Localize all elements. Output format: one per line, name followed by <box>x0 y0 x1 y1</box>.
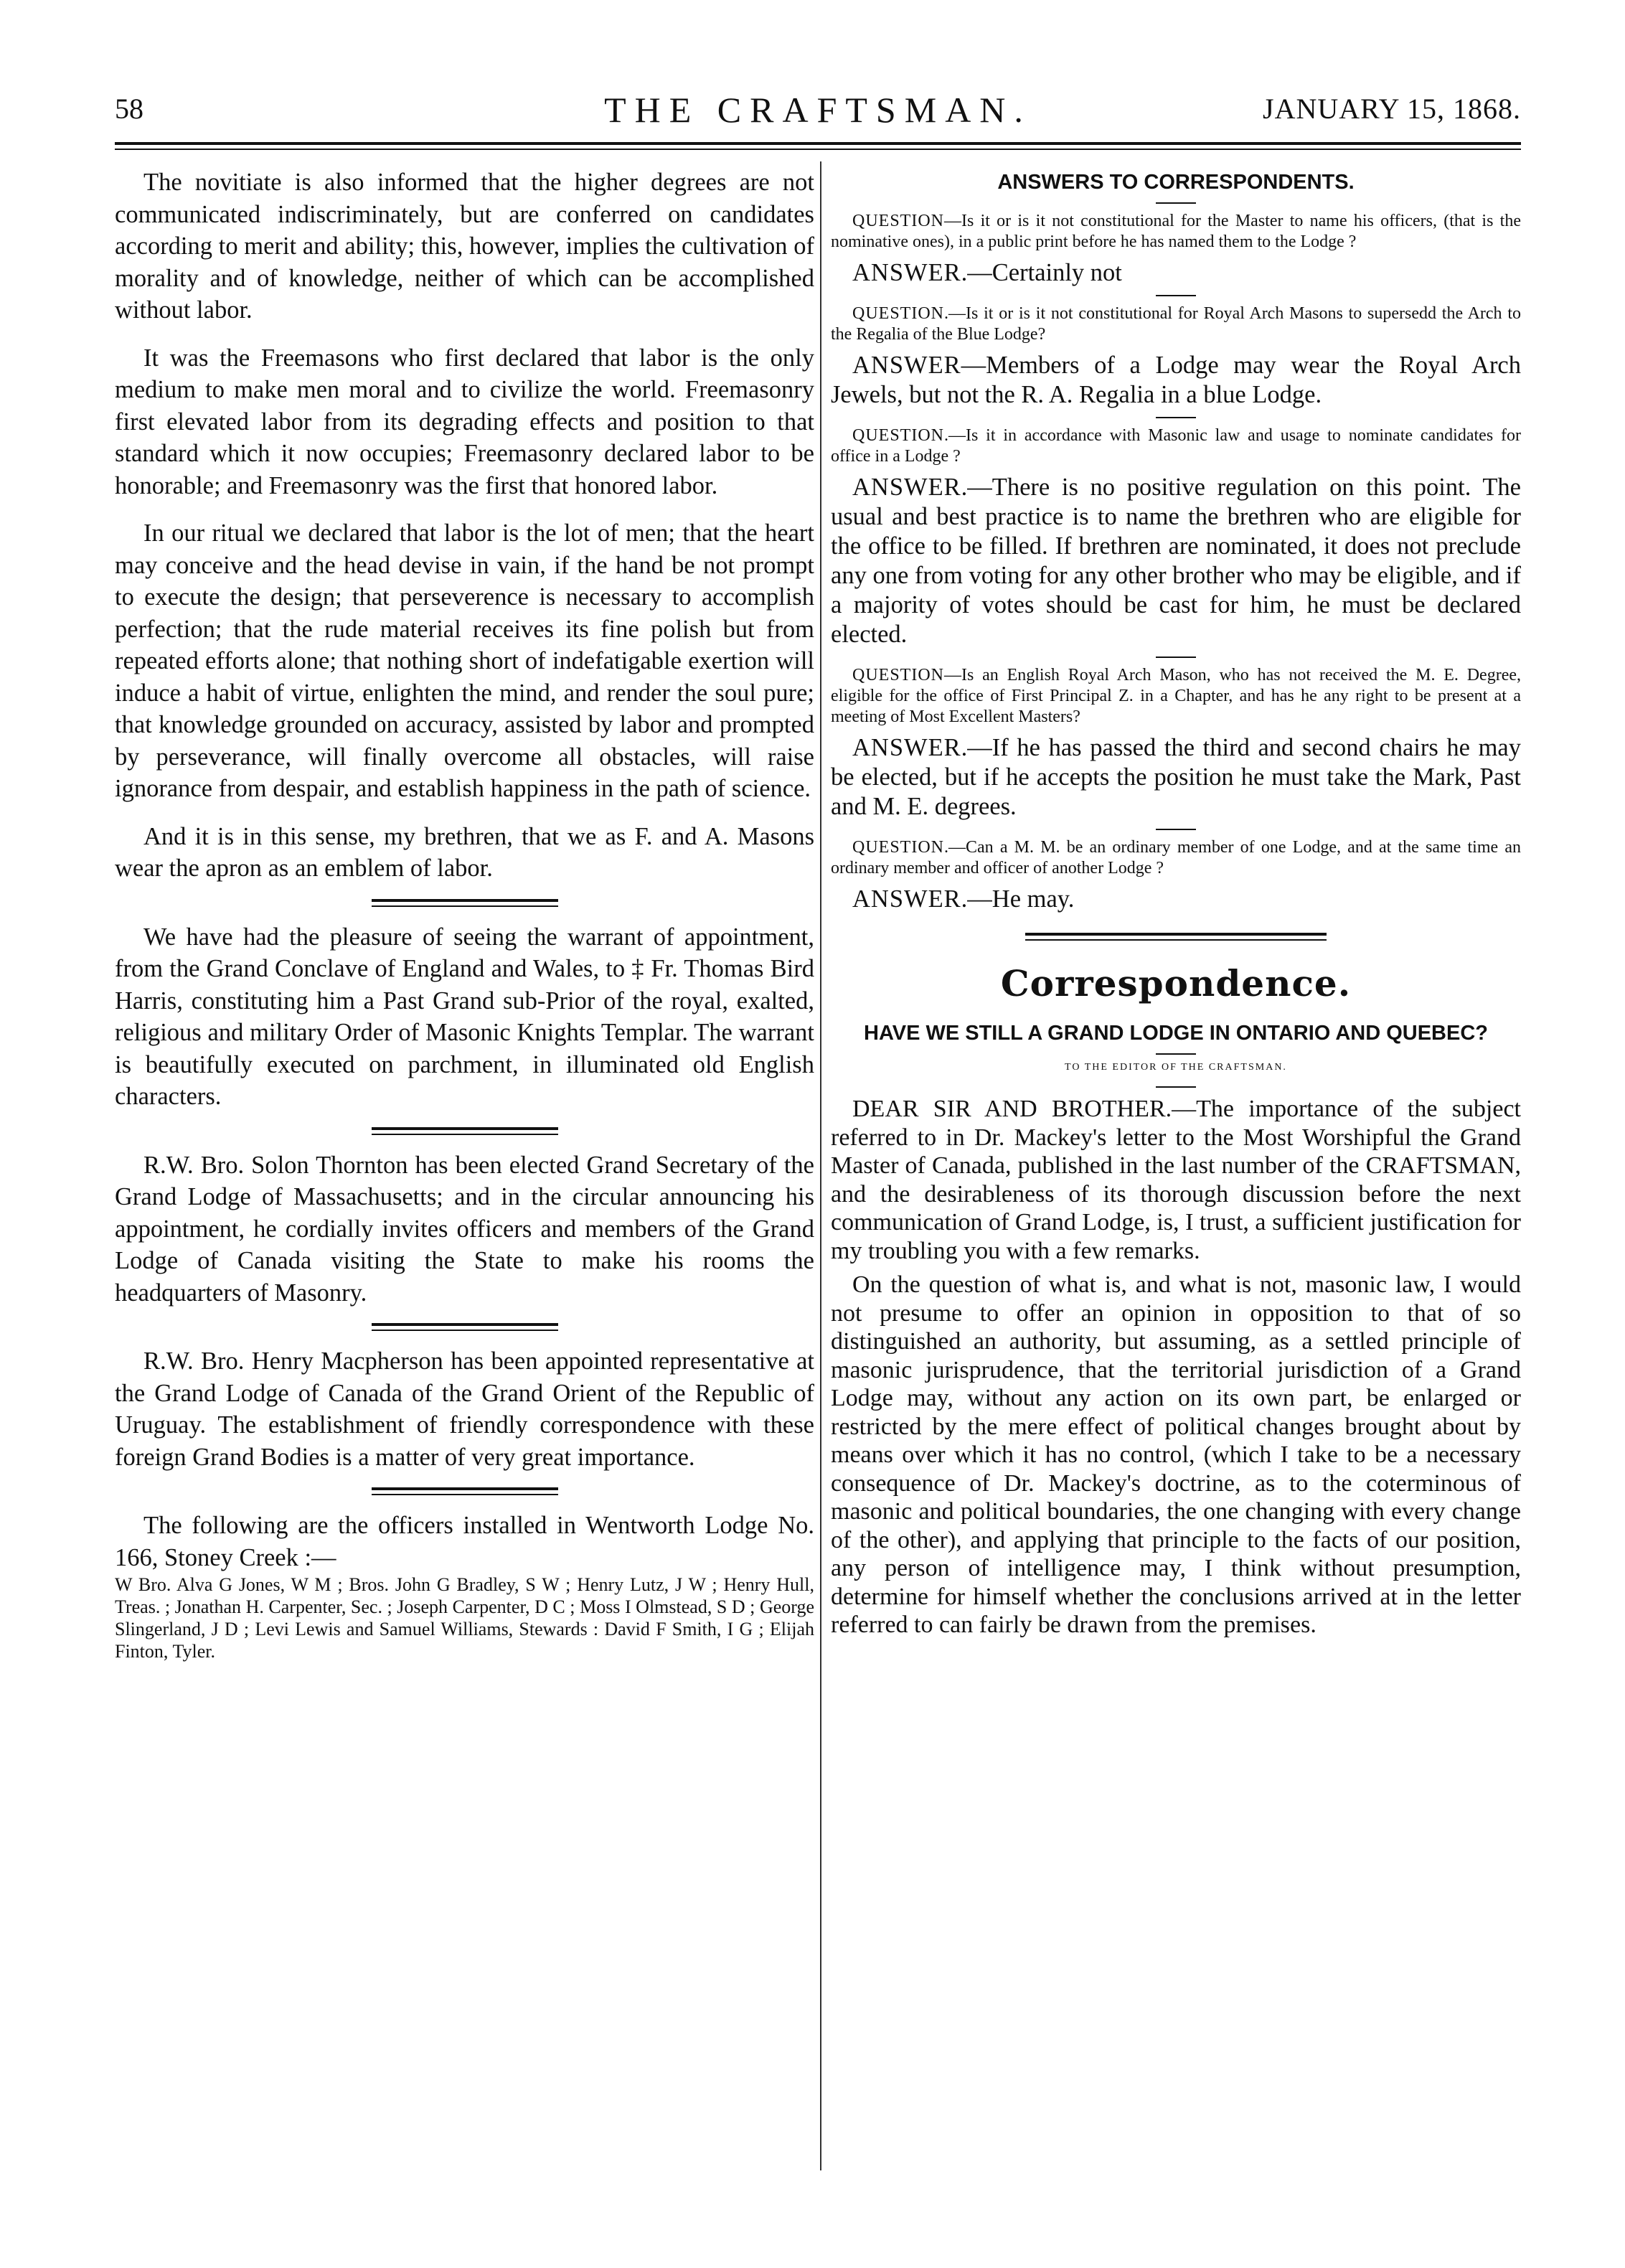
paragraph-novitiate: The novitiate is also informed that the higher degrees are not communicated indiscriminately, but are conferred on candidates according to merit and ability; this, however, implies the cultivation of morality and of knowledge, neither of which can be accomplished without labor. <box>115 169 814 324</box>
dash-divider <box>1156 295 1196 296</box>
issue-date: JANUARY 15, 1868. <box>1263 93 1521 125</box>
page-number: 58 <box>115 93 143 125</box>
letter-paragraph-2: On the question of what is, and what is not, masonic law, I would not presume to offer an opinion in opposition to that of so distinguished an authority, but assuming, as a settled principle of masonic jurisprudence, that the territorial jurisdiction of a Grand Lodge may, without any action on its own part, be enlarged or restricted by the mere effect of political changes brought about by means over which it has no control, (which I take to be a necessary consequence of Dr. Mackey's doctrine, as to the coterminous of masonic and political boundaries, the one changing with every change of the other), and applying that principle to the facts of our position, any person of intelligence may, I think without presumption, determine for himself whether the conclusions arrived at in the letter referred to can fairly be drawn from the premises. <box>831 1271 1521 1638</box>
answer-3: ANSWER.—There is no positive regulation on this point. The usual and best practice is to name the brethren who are eligible for the office to be filled. If brethren are nominated, it does not preclude any one from voting for any other brother who may be eligible, and if a majority of votes should be cast for him, he must be declared elected. <box>831 474 1521 648</box>
right-column <box>831 166 1521 1639</box>
dash-divider <box>1156 1053 1196 1055</box>
paragraph-thornton: R.W. Bro. Solon Thornton has been elected Grand Secretary of the Grand Lodge of Massachusetts; and in the circular announcing his appointment, he cordially invites officers and members of the Grand Lodge of Canada visiting the State to make his rooms the headquarters of Masonry. <box>115 1151 814 1307</box>
paragraph-wentworth: The following are the officers installed in Wentworth Lodge No. 166, Stoney Creek :— <box>115 1512 814 1571</box>
section-divider <box>372 1127 558 1135</box>
answers-heading: ANSWERS TO CORRESPONDENTS. <box>997 171 1355 194</box>
question-3: QUESTION.—Is it in accordance with Masonic law and usage to nominate candidates for office in a Lodge ? <box>831 426 1521 466</box>
dash-divider <box>1156 657 1196 658</box>
question-2: QUESTION.—Is it or is it not constitutional for Royal Arch Masons to supersedd the Arch to the Regalia of the Blue Lodge? <box>831 304 1521 344</box>
left-column <box>115 166 814 1662</box>
publication-title: THE CRAFTSMAN. <box>604 90 1032 130</box>
answer-4: ANSWER.—If he has passed the third and second chairs he may be elected, but if he accepts the position he must take the Mark, Past and M. E. degrees. <box>831 734 1521 820</box>
header-rule <box>115 142 1521 145</box>
header-rule-thin <box>115 149 1521 150</box>
section-divider <box>1025 933 1327 941</box>
answer-1: ANSWER.—Certainly not <box>852 259 1122 286</box>
page-header <box>115 92 1521 135</box>
letter-paragraph-1: DEAR SIR AND BROTHER.—The importance of the subject referred to in Dr. Mackey's letter to the Most Worshipful the Grand Master of Canada, published in the last number of the CRAFTSMAN, and the desirableness of its thorough discussion before the next communication of Grand Lodge, is, I trust, a sufficient justification for my troubling you with a few remarks. <box>831 1096 1521 1264</box>
dash-divider <box>1156 417 1196 418</box>
paragraph-macpherson: R.W. Bro. Henry Macpherson has been appointed representative at the Grand Lodge of Canada of the Grand Orient of the Republic of Uruguay. The establishment of friendly correspondence with these foreign Grand Bodies is a matter of very great importance. <box>115 1347 814 1471</box>
dash-divider <box>1156 829 1196 830</box>
dash-divider <box>1156 1086 1196 1088</box>
question-4: QUESTION—Is an English Royal Arch Mason, who has not received the M. E. Degree, eligible for the office of First Principal Z. in a Chapter, and has he any right to be present at a meeting of Most Excellent Masters? <box>831 666 1521 726</box>
question-5: QUESTION.—Can a M. M. be an ordinary member of one Lodge, and at the same time an ordinary member and officer of another Lodge ? <box>831 838 1521 877</box>
question-1: QUESTION—Is it or is it not constitutional for the Master to name his officers, (that is the nominative ones), in a public print before he has named them to the Lodge ? <box>831 212 1521 251</box>
article-title: HAVE WE STILL A GRAND LODGE IN ONTARIO AND QUEBEC? <box>864 1022 1488 1045</box>
to-editor-line: TO THE EDITOR OF THE CRAFTSMAN. <box>1065 1062 1287 1073</box>
answer-2: ANSWER—Members of a Lodge may wear the Royal Arch Jewels, but not the R. A. Regalia in a blue Lodge. <box>831 352 1521 408</box>
paragraph-warrant: We have had the pleasure of seeing the warrant of appointment, from the Grand Conclave of England and Wales, to ‡ Fr. Thomas Bird Harris, constituting him a Past Grand sub-Prior of the royal, exalted, religious and military Order of Masonic Knights Templar. The warrant is beautifully executed on parchment, in illuminated old English characters. <box>115 923 814 1110</box>
dash-divider <box>1156 202 1196 204</box>
correspondence-heading: Correspondence. <box>1000 962 1352 1004</box>
paragraph-apron: And it is in this sense, my brethren, that we as F. and A. Masons wear the apron as an emblem of labor. <box>115 822 814 882</box>
officer-list: W Bro. Alva G Jones, W M ; Bros. John G Bradley, S W ; Henry Lutz, J W ; Henry Hull, Treas. ; Jonathan H. Carpenter, Sec. ; Joseph Carpenter, D C ; Moss I Olmstead, S D ; George Slingerland, J D ; Levi Lewis and Samuel Williams, Stewards : David F Smith, I G ; Elijah Finton, Tyler. <box>115 1574 814 1662</box>
section-divider <box>372 1323 558 1331</box>
answer-5: ANSWER.—He may. <box>852 885 1075 913</box>
section-divider <box>372 1487 558 1495</box>
section-divider <box>372 899 558 907</box>
column-divider <box>820 161 821 2170</box>
paragraph-ritual: In our ritual we declared that labor is the lot of men; that the heart may conceive and the head devise in vain, if the hand be not prompt to execute the design; that perseverence is necessary to accomplish perfection; that the rude material receives its fine polish but from repeated efforts alone; that nothing short of indefatigable exertion will induce a habit of virtue, enlighten the mind, and render the soul pure; that knowledge grounded on accuracy, assisted by labor and prompted by perseverance, will finally overcome all obstacles, will raise ignorance from despair, and establish happiness in the path of science. <box>115 519 814 802</box>
paragraph-freemasons-labor: It was the Freemasons who first declared that labor is the only medium to make men moral and to civilize the world. Freemasonry first elevated labor from its degrading effects and position to that standard which it now occupies; Freemasonry declared labor to be honorable; and Freemasonry was the first that honored labor. <box>115 344 814 499</box>
